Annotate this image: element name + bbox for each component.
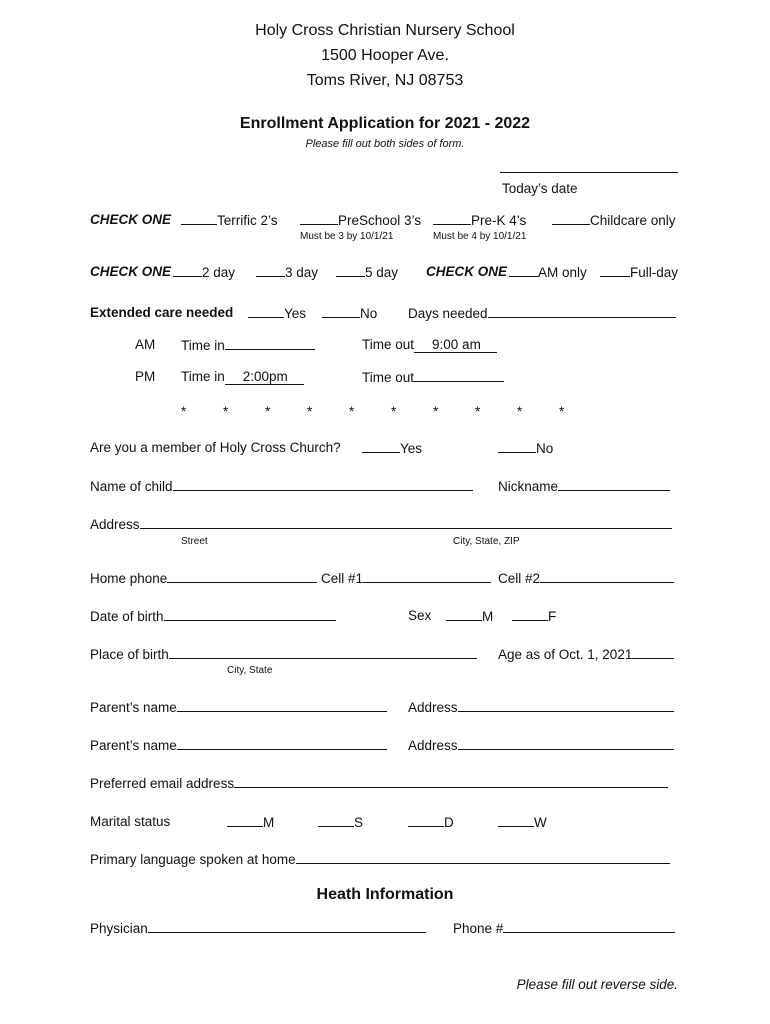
option-2-day[interactable] [173, 264, 235, 280]
email-label: Preferred email address [90, 776, 235, 791]
parent1-name-label: Parent’s name [90, 700, 177, 715]
pm-time-out-field[interactable] [362, 369, 504, 385]
cell1-label: Cell #1 [321, 571, 364, 586]
option-preschool-3s[interactable] [300, 212, 421, 228]
days-needed-label: Days needed [408, 306, 488, 321]
check-one-session: CHECK ONE [426, 264, 508, 279]
parent1-address-label: Address [408, 700, 458, 715]
nickname-label: Nickname [498, 479, 559, 494]
parent2-address-field[interactable] [408, 737, 674, 753]
marital-d[interactable] [408, 814, 454, 830]
church-no[interactable] [498, 440, 553, 456]
todays-date-line[interactable] [500, 172, 678, 173]
church-question: Are you a member of Holy Cross Church? [90, 440, 341, 455]
parent1-address-field[interactable] [408, 699, 674, 715]
age-label: Age as of Oct. 1, 2021 [498, 647, 633, 662]
option-full-day-label: Full-day [630, 265, 679, 280]
physician-field[interactable] [90, 920, 426, 936]
pob-label: Place of birth [90, 647, 169, 662]
child-name-label: Name of child [90, 479, 173, 494]
home-phone-field[interactable] [90, 570, 317, 586]
marital-s[interactable] [318, 814, 363, 830]
school-street: 1500 Hooper Ave. [321, 47, 449, 64]
church-yes-label: Yes [400, 441, 423, 456]
street-hint: Street [181, 536, 208, 547]
nickname-field[interactable] [498, 478, 670, 494]
option-5-day[interactable] [336, 264, 398, 280]
home-phone-label: Home phone [90, 571, 168, 586]
extended-yes[interactable] [248, 305, 306, 321]
age-field[interactable] [498, 646, 674, 662]
pm-time-in-label: Time in [181, 369, 225, 384]
marital-m-label: M [263, 815, 275, 830]
dob-label: Date of birth [90, 609, 164, 624]
am-time-out-field[interactable] [362, 337, 497, 353]
extended-care-label: Extended care needed [90, 305, 234, 320]
extended-no[interactable] [322, 305, 377, 321]
language-label: Primary language spoken at home [90, 852, 296, 867]
parent2-name-field[interactable] [90, 737, 387, 753]
marital-w[interactable] [498, 814, 547, 830]
option-prek-label: Pre-K 4’s [471, 213, 527, 228]
physician-phone-field[interactable] [453, 920, 675, 936]
option-preschool-label: PreSchool 3’s [338, 213, 422, 228]
prek-note: Must be 4 by 10/1/21 [433, 231, 527, 242]
sex-m-label: M [482, 609, 494, 624]
pm-time-in-field[interactable] [181, 369, 304, 385]
pm-time-in-value: 2:00pm [225, 369, 304, 385]
marital-m[interactable] [227, 814, 274, 830]
cell2-label: Cell #2 [498, 571, 541, 586]
todays-date-label: Today’s date [502, 181, 578, 196]
extended-no-label: No [360, 306, 378, 321]
option-prek-4s[interactable] [433, 212, 526, 228]
physician-phone-label: Phone # [453, 921, 504, 936]
dob-field[interactable] [90, 608, 336, 624]
city-state-hint: City, State [227, 665, 273, 676]
days-needed-field[interactable] [408, 305, 676, 321]
marital-w-label: W [534, 815, 547, 830]
address-label: Address [90, 517, 140, 532]
marital-s-label: S [354, 815, 364, 830]
health-heading: Heath Information [316, 886, 454, 903]
option-terrific-2s[interactable] [181, 212, 278, 228]
parent1-name-field[interactable] [90, 699, 387, 715]
physician-label: Physician [90, 921, 148, 936]
school-city: Toms River, NJ 08753 [306, 72, 464, 89]
child-name-field[interactable] [90, 478, 473, 494]
pob-field[interactable] [90, 646, 477, 662]
preschool-note: Must be 3 by 10/1/21 [300, 231, 394, 242]
school-name: Holy Cross Christian Nursery School [255, 22, 515, 39]
email-field[interactable] [90, 775, 668, 791]
pm-time-out-label: Time out [362, 370, 415, 385]
language-field[interactable] [90, 851, 670, 867]
city-state-zip-hint: City, State, ZIP [453, 536, 520, 547]
marital-d-label: D [444, 815, 454, 830]
check-one-days: CHECK ONE [90, 264, 172, 279]
option-5-day-label: 5 day [365, 265, 399, 280]
option-full-day[interactable] [600, 264, 678, 280]
parent2-address-label: Address [408, 738, 458, 753]
am-time-in-field[interactable] [181, 337, 315, 353]
address-field[interactable] [90, 516, 672, 532]
sex-label: Sex [408, 608, 432, 623]
option-am-only-label: AM only [538, 265, 587, 280]
extended-yes-label: Yes [284, 306, 307, 321]
am-time-out-label: Time out [362, 337, 415, 352]
cell2-field[interactable] [498, 570, 674, 586]
church-no-label: No [536, 441, 554, 456]
sex-f-label: F [548, 609, 557, 624]
parent2-name-label: Parent’s name [90, 738, 177, 753]
marital-status-label: Marital status [90, 814, 171, 829]
check-one-program: CHECK ONE [90, 212, 172, 227]
form-title: Enrollment Application for 2021 - 2022 [239, 115, 531, 132]
option-3-day-label: 3 day [285, 265, 319, 280]
option-2-day-label: 2 day [202, 265, 236, 280]
option-terrific-label: Terrific 2’s [217, 213, 278, 228]
option-childcare-label: Childcare only [590, 213, 676, 228]
am-time-in-label: Time in [181, 338, 225, 353]
option-3-day[interactable] [256, 264, 318, 280]
am-label: AM [135, 337, 156, 352]
option-am-only[interactable] [509, 264, 587, 280]
option-childcare-only[interactable] [552, 212, 676, 228]
separator-stars: * * * * * * * * * * [181, 404, 565, 419]
sex-m[interactable] [446, 608, 493, 624]
pm-label: PM [135, 369, 156, 384]
form-subtitle: Please fill out both sides of form. [305, 138, 465, 150]
cell1-field[interactable] [321, 570, 491, 586]
sex-f[interactable] [512, 608, 556, 624]
footer-note: Please fill out reverse side. [516, 977, 678, 992]
am-time-out-value: 9:00 am [414, 337, 497, 353]
church-yes[interactable] [362, 440, 422, 456]
